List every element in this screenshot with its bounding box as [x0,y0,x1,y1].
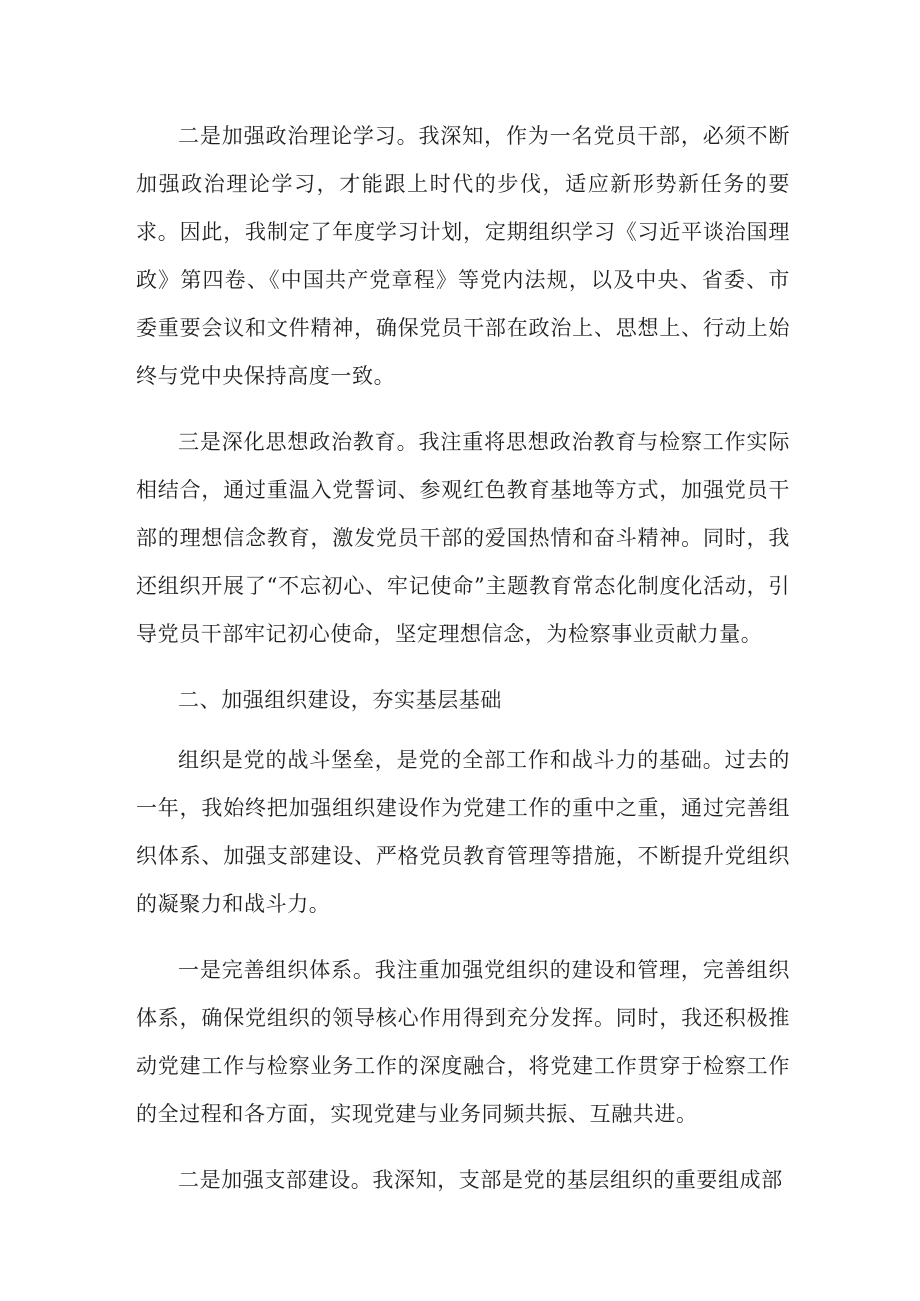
document-body [136,112,790,1204]
paragraph-organization-intro: 组织是党的战斗堡垒，是党的全部工作和战斗力的基础。过去的一年，我始终把加强组织建设作为党建工作的重中之重，通过完善组织体系、加强支部建设、严格党员教育管理等措施，不断提升党组织的凝聚力和战斗力。 [136,748,790,916]
paragraph-political-theory: 二是加强政治理论学习。我深知，作为一名党员干部，必须不断加强政治理论学习，才能跟上时代的步伐，适应新形势新任务的要求。因此，我制定了年度学习计划，定期组织学习《习近平谈治国理政》第四卷、《中国共产党章程》等党内法规，以及中央、省委、市委重要会议和文件精神，确保党员干部在政治上、思想上、行动上始终与党中央保持高度一致。 [136,124,790,388]
section-heading: 二、加强组织建设，夯实基层基础 [178,688,502,712]
paragraph-organization-system: 一是完善组织体系。我注重加强党组织的建设和管理，完善组织体系，确保党组织的领导核心作用得到充分发挥。同时，我还积极推动党建工作与检察业务工作的深度融合，将党建工作贯穿于检察工作的全过程和各方面，实现党建与业务同频共振、互融共进。 [136,958,790,1126]
paragraph-ideological-education: 三是深化思想政治教育。我注重将思想政治教育与检察工作实际相结合，通过重温入党誓词、参观红色教育基地等方式，加强党员干部的理想信念教育，激发党员干部的爱国热情和奋斗精神。同时，我还组织开展了“不忘初心、牢记使命”主题教育常态化制度化活动，引导党员干部牢记初心使命，坚定理想信念，为检察事业贡献力量。 [136,430,790,646]
paragraph-branch-building: 二是加强支部建设。我深知，支部是党的基层组织的重要组成部 [178,1168,783,1192]
